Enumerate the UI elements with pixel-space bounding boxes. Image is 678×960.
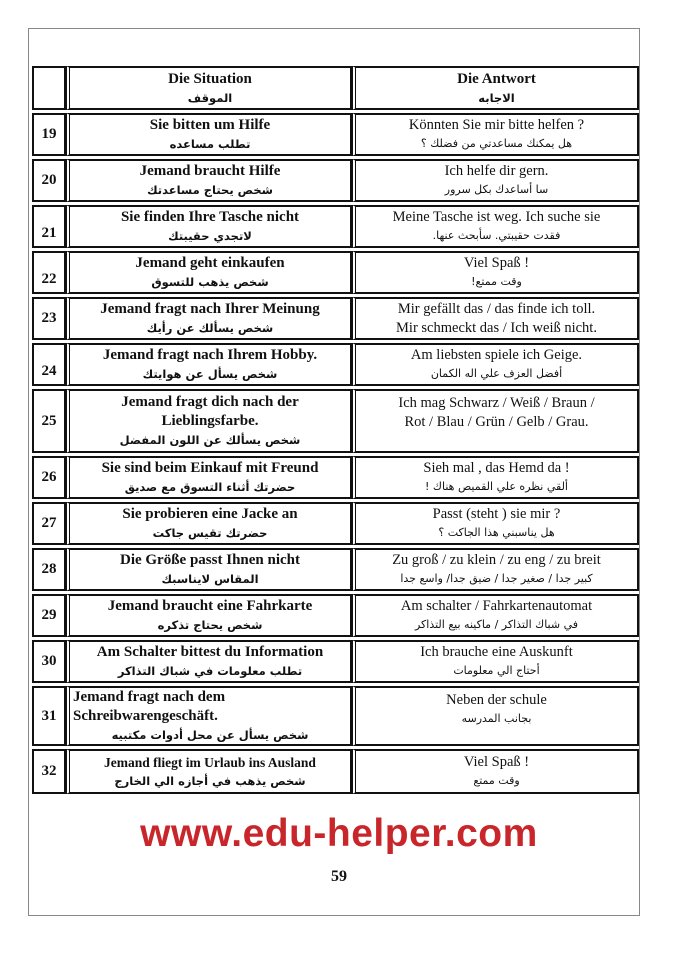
- row-number: 21: [32, 205, 66, 248]
- answer-de: Viel Spaß !: [463, 754, 530, 770]
- situation-cell: [66, 640, 352, 683]
- answer-ar: أحتاج الي معلومات: [453, 664, 540, 677]
- answer-de: Am schalter / Fahrkartenautomat: [400, 598, 593, 614]
- answer-de: Ich brauche eine Auskunft: [420, 644, 573, 660]
- situation-de: Jemand geht einkaufen: [135, 255, 285, 271]
- answer-cell: [352, 389, 639, 453]
- situation-de: Jemand fliegt im Urlaub ins Ausland: [104, 755, 316, 770]
- situation-ar: شخص يسأل عن محل أدوات مكتبيه: [111, 728, 309, 742]
- situation-ar: شخص يحتاج مساعدتك: [147, 183, 273, 197]
- answer-cell: [352, 251, 639, 294]
- answer-ar: فقدت حقيبتي. سأبحث عنها.: [432, 229, 561, 242]
- table-row: [32, 594, 639, 637]
- situation-ar: شخص يحتاج تذكره: [157, 618, 263, 632]
- row-number: 31: [32, 686, 66, 746]
- answer-de-line-2: Rot / Blau / Grün / Gelb / Grau.: [404, 414, 589, 430]
- situation-cell: [66, 502, 352, 545]
- row-number: 25: [32, 389, 66, 453]
- situation-header-ar: الموقف: [187, 90, 233, 105]
- situation-de: Sie sind beim Einkauf mit Freund: [101, 460, 319, 476]
- row-number: 24: [32, 343, 66, 386]
- answer-ar: في شباك التذاكر / ماكينه بيع التذاكر: [414, 618, 579, 631]
- answer-cell: [352, 113, 639, 156]
- situation-ar: شخص يذهب في أجازه الي الخارج: [114, 774, 306, 788]
- answer-cell: [352, 205, 639, 248]
- situation-ar: تطلب مساعده: [169, 137, 251, 151]
- situation-cell: [66, 343, 352, 386]
- answer-de: Könnten Sie mir bitte helfen ?: [408, 117, 585, 133]
- answer-header-cell: [352, 66, 639, 110]
- row-number: 26: [32, 456, 66, 499]
- phrases-table: [32, 63, 639, 797]
- answer-header-de: Die Antwort: [457, 70, 536, 87]
- situation-ar: شخص يسألك عن رأيك: [146, 321, 274, 335]
- answer-ar: هل يناسبني هذا الجاكت ؟: [438, 526, 555, 539]
- table-row: [32, 749, 639, 794]
- table-row: [32, 205, 639, 248]
- row-number: 20: [32, 159, 66, 202]
- answer-cell: [352, 502, 639, 545]
- answer-cell: [352, 686, 639, 746]
- situation-cell: [66, 159, 352, 202]
- row-number: 23: [32, 297, 66, 340]
- situation-header-de: Die Situation: [168, 70, 252, 87]
- situation-de: Jemand braucht Hilfe: [139, 163, 281, 179]
- row-number: 28: [32, 548, 66, 591]
- answer-ar: بجانب المدرسه: [461, 712, 532, 725]
- answer-de: Am liebsten spiele ich Geige.: [410, 347, 583, 363]
- situation-cell: [66, 686, 352, 746]
- situation-ar: لاتجدي حقيبتك: [168, 229, 252, 243]
- situation-cell: [66, 113, 352, 156]
- situation-ar: تطلب معلومات في شباك التذاكر: [117, 664, 303, 678]
- situation-de: Jemand braucht eine Fahrkarte: [107, 598, 313, 614]
- situation-de: Jemand fragt nach Ihrem Hobby.: [102, 347, 318, 363]
- situation-cell: [66, 389, 352, 453]
- situation-de: Sie finden Ihre Tasche nicht: [120, 209, 300, 225]
- answer-cell: [352, 456, 639, 499]
- answer-de-line-2: Mir schmeckt das / Ich weiß nicht.: [396, 319, 597, 336]
- table-row: [32, 297, 639, 340]
- answer-header-ar: الاجابه: [478, 90, 515, 105]
- answer-de: Passt (steht ) sie mir ?: [432, 506, 561, 522]
- table-row: [32, 456, 639, 499]
- answer-ar: كبير جدا / صغير جدا / ضيق جدا/ واسع جدا: [400, 572, 593, 585]
- situation-cell: [66, 594, 352, 637]
- table-row: [32, 548, 639, 591]
- website-watermark: www.edu-helper.com: [140, 812, 538, 855]
- row-number: 22: [32, 251, 66, 294]
- situation-de: Am Schalter bittest du Information: [96, 644, 324, 660]
- situation-header-cell: [66, 66, 352, 110]
- table-row: [32, 686, 639, 746]
- answer-cell: [352, 297, 639, 340]
- situation-de-line-2: Lieblingsfarbe.: [161, 413, 259, 429]
- answer-cell: [352, 343, 639, 386]
- answer-ar: ألقي نظره علي القميص هناك !: [425, 480, 568, 493]
- table-row: [32, 113, 639, 156]
- answer-de: Viel Spaß !: [463, 255, 530, 271]
- answer-cell: [352, 159, 639, 202]
- situation-cell: [66, 297, 352, 340]
- answer-de: Meine Tasche ist weg. Ich suche sie: [392, 209, 601, 225]
- answer-cell: [352, 749, 639, 794]
- situation-de-line-1: Jemand fragt dich nach der: [121, 394, 299, 410]
- situation-ar: شخص يذهب للتسوق: [151, 275, 269, 289]
- answer-ar: هل يمكنك مساعدتي من فضلك ؟: [420, 137, 573, 150]
- table-row: [32, 159, 639, 202]
- answer-cell: [352, 548, 639, 591]
- row-number: 19: [32, 113, 66, 156]
- answer-de-line-1: Mir gefällt das / das finde ich toll.: [397, 300, 596, 317]
- answer-ar: أفضل العزف علي اله الكمان: [430, 367, 563, 380]
- answer-de: Ich helfe dir gern.: [444, 163, 549, 179]
- table-row: [32, 389, 639, 453]
- situation-de-line-2: Schreibwarengeschäft.: [73, 708, 218, 724]
- situation-de-line-1: Jemand fragt nach dem: [73, 689, 226, 705]
- row-number: 27: [32, 502, 66, 545]
- answer-ar: وقت ممتع!: [471, 275, 522, 288]
- answer-ar: وقت ممتع: [473, 774, 520, 787]
- row-number: 29: [32, 594, 66, 637]
- situation-cell: [66, 251, 352, 294]
- answer-cell: [352, 594, 639, 637]
- situation-cell: [66, 205, 352, 248]
- situation-de: Jemand fragt nach Ihrer Meinung: [100, 301, 320, 317]
- row-number: 30: [32, 640, 66, 683]
- situation-de: Sie bitten um Hilfe: [149, 117, 271, 133]
- row-number: 32: [32, 749, 66, 794]
- answer-de: Zu groß / zu klein / zu eng / zu breit: [392, 552, 601, 568]
- situation-cell: [66, 456, 352, 499]
- table-row: [32, 251, 639, 294]
- answer-de: Neben der schule: [446, 692, 547, 708]
- table-header-row: [32, 66, 639, 110]
- situation-ar: حضرتك أثناء التسوق مع صديق: [124, 480, 296, 494]
- situation-cell: [66, 548, 352, 591]
- situation-cell: [66, 749, 352, 794]
- answer-de-line-1: Ich mag Schwarz / Weiß / Braun /: [398, 395, 595, 411]
- situation-de: Die Größe passt Ihnen nicht: [119, 552, 301, 568]
- answer-ar: سا أساعدك بكل سرور: [444, 183, 549, 196]
- page-number: 59: [331, 868, 347, 885]
- situation-de: Sie probieren eine Jacke an: [122, 506, 298, 522]
- answer-cell: [352, 640, 639, 683]
- table-row: [32, 502, 639, 545]
- situation-ar: شخص يسأل عن هوايتك: [142, 367, 278, 381]
- number-header-cell: [32, 66, 66, 110]
- situation-ar: شخص يسألك عن اللون المفضل: [119, 433, 301, 447]
- situation-ar: المقاس لايناسبك: [161, 572, 259, 586]
- situation-ar: حضرتك تقيس جاكت: [152, 526, 268, 540]
- table-row: [32, 640, 639, 683]
- answer-de: Sieh mal , das Hemd da !: [423, 460, 570, 476]
- table-row: [32, 343, 639, 386]
